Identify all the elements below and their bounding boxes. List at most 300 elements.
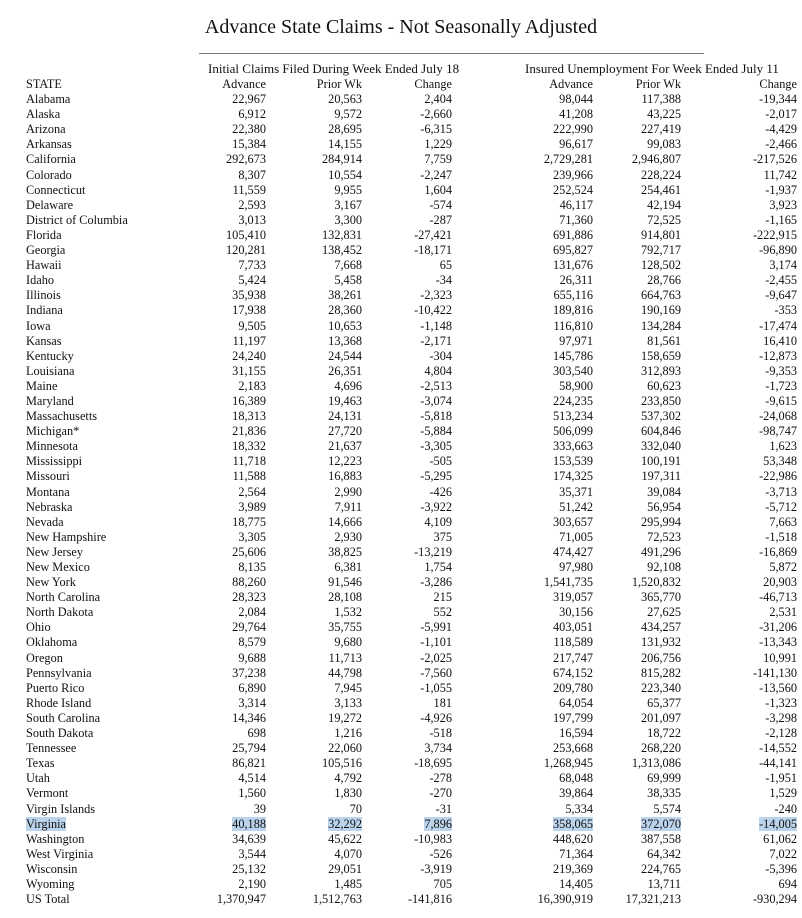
value-cell: 303,540 — [553, 363, 593, 378]
value-cell: -217,526 — [752, 152, 797, 167]
table-row — [26, 198, 797, 213]
value-cell: 131,676 — [553, 258, 593, 273]
value-cell: -287 — [429, 212, 452, 227]
value-cell: 7,945 — [334, 680, 362, 695]
value-cell: 5,872 — [769, 560, 797, 574]
value-cell: -1,148 — [420, 318, 452, 333]
value-cell: 100,191 — [641, 454, 681, 469]
value-cell: 206,756 — [641, 650, 681, 665]
value-cell: -1,101 — [420, 635, 452, 650]
table-row — [26, 802, 797, 817]
value-cell — [176, 817, 266, 832]
value-cell: 28,323 — [232, 590, 266, 605]
value-cell: 38,335 — [647, 786, 681, 801]
table-row — [26, 635, 797, 650]
value-cell: 37,238 — [232, 665, 266, 680]
value-cell: 28,108 — [328, 590, 362, 605]
value-cell: 20,563 — [328, 92, 362, 107]
value-cell: 448,620 — [553, 831, 593, 846]
state-cell: Mississippi — [26, 454, 83, 469]
value-cell: 2,531 — [769, 605, 797, 620]
value-cell: 365,770 — [641, 590, 681, 605]
value-cell: 24,240 — [232, 348, 266, 363]
state-cell: Arkansas — [26, 137, 72, 152]
value-cell: 38,261 — [328, 288, 362, 303]
value-cell: -5,396 — [765, 861, 797, 876]
table-row — [26, 666, 797, 681]
value-cell: 18,775 — [232, 514, 266, 529]
table-row — [26, 409, 797, 424]
value-cell: 31,155 — [232, 363, 266, 378]
table-row — [26, 168, 797, 183]
state-cell: Pennsylvania — [26, 665, 92, 680]
value-cell: 14,155 — [328, 137, 362, 152]
table-row — [26, 349, 797, 364]
value-cell: 792,717 — [641, 243, 681, 258]
value-cell: 46,117 — [559, 197, 593, 212]
value-cell: 2,729,281 — [543, 152, 593, 167]
value-cell: 815,282 — [641, 665, 681, 680]
table-row — [26, 152, 797, 167]
value-cell: 97,971 — [559, 333, 593, 348]
value-cell: -31,206 — [759, 620, 797, 635]
value-cell: 14,346 — [232, 710, 266, 725]
value-cell: 474,427 — [553, 544, 593, 559]
state-cell: District of Columbia — [26, 212, 128, 227]
value-cell: -3,305 — [420, 439, 452, 454]
value-cell: 39 — [253, 801, 266, 816]
state-cell: South Dakota — [26, 726, 94, 741]
highlight-mark: 32,292 — [328, 816, 362, 831]
value-cell: 1,623 — [769, 439, 797, 454]
value-cell: -3,922 — [420, 499, 452, 514]
table-row — [26, 575, 797, 590]
state-cell: Kentucky — [26, 348, 74, 363]
value-cell: 17,321,213 — [625, 892, 681, 907]
value-cell: 24,131 — [328, 409, 362, 424]
value-cell: 99,083 — [647, 137, 681, 152]
value-cell: 71,360 — [559, 212, 593, 227]
state-cell: Texas — [26, 756, 55, 771]
state-cell: Idaho — [26, 273, 54, 288]
value-cell: 513,234 — [553, 409, 593, 424]
value-cell: 14,405 — [559, 876, 593, 891]
value-cell: 88,260 — [232, 575, 266, 590]
value-cell: 158,659 — [641, 348, 681, 363]
value-cell: 1,529 — [769, 786, 797, 801]
value-cell: 2,190 — [238, 876, 266, 891]
column-header: STATE — [26, 77, 62, 91]
value-cell: 4,804 — [424, 363, 452, 378]
state-cell: Florida — [26, 227, 62, 242]
value-cell: 491,296 — [641, 544, 681, 559]
table-row — [26, 183, 797, 198]
table-row — [26, 469, 797, 484]
value-cell: 11,713 — [328, 650, 362, 665]
value-cell: 58,900 — [559, 378, 593, 393]
value-cell: -426 — [429, 484, 452, 499]
table-row — [26, 817, 797, 832]
value-cell: -240 — [774, 801, 797, 816]
value-cell: 11,588 — [232, 469, 266, 484]
value-cell: -5,884 — [420, 424, 452, 439]
value-cell: 2,404 — [424, 92, 452, 107]
value-cell: 25,606 — [232, 544, 266, 559]
value-cell: 7,911 — [334, 499, 362, 514]
value-cell: 25,132 — [232, 861, 266, 876]
value-cell: -44,141 — [759, 756, 797, 771]
table-row — [26, 439, 797, 454]
value-cell — [452, 817, 593, 832]
value-cell: -18,171 — [414, 243, 452, 258]
value-cell: 268,220 — [641, 741, 681, 756]
value-cell: 215 — [433, 590, 452, 605]
value-cell: 12,223 — [328, 454, 362, 469]
value-cell: 98,044 — [559, 92, 593, 107]
value-cell: -1,165 — [765, 212, 797, 227]
value-cell: 51,242 — [559, 499, 593, 514]
value-cell: 233,850 — [641, 393, 681, 408]
state-cell: Wyoming — [26, 876, 75, 891]
value-cell: 5,574 — [653, 801, 681, 816]
value-cell: -13,343 — [759, 635, 797, 650]
table-row — [26, 213, 797, 228]
title-divider — [199, 53, 704, 54]
value-cell: 41,208 — [559, 107, 593, 122]
column-header: Advance — [549, 77, 593, 91]
state-cell: Vermont — [26, 786, 69, 801]
value-cell: -31 — [435, 801, 452, 816]
value-cell: 691,886 — [553, 227, 593, 242]
value-cell: -9,353 — [765, 363, 797, 378]
table-row — [26, 137, 797, 152]
value-cell: 1,216 — [334, 726, 362, 741]
column-header: Change — [414, 77, 452, 91]
table-row — [26, 364, 797, 379]
value-cell: 4,696 — [334, 378, 362, 393]
table-row — [26, 681, 797, 696]
value-cell: 181 — [433, 695, 452, 710]
value-cell: 537,302 — [641, 409, 681, 424]
value-cell: -14,552 — [759, 741, 797, 756]
value-cell: 118,589 — [553, 635, 593, 650]
value-cell: 96,617 — [559, 137, 593, 152]
value-cell: 1,229 — [424, 137, 452, 152]
value-cell: 222,990 — [553, 122, 593, 137]
state-cell: Utah — [26, 771, 50, 786]
value-cell: 26,351 — [328, 363, 362, 378]
value-cell: 332,040 — [641, 439, 681, 454]
state-cell: US Total — [26, 892, 70, 907]
value-cell: 4,792 — [334, 771, 362, 786]
value-cell: -46,713 — [759, 590, 797, 605]
value-cell: 11,197 — [232, 333, 266, 348]
value-cell: 3,013 — [238, 212, 266, 227]
value-cell: 189,816 — [553, 303, 593, 318]
value-cell: 9,680 — [334, 635, 362, 650]
value-cell: 8,579 — [238, 635, 266, 650]
value-cell: 120,281 — [226, 243, 266, 258]
value-cell: 1,512,763 — [312, 892, 362, 907]
table-row — [26, 877, 797, 892]
value-cell: 134,284 — [641, 318, 681, 333]
value-cell: 312,893 — [641, 363, 681, 378]
value-cell: 19,463 — [328, 393, 362, 408]
value-cell: 22,060 — [328, 741, 362, 756]
value-cell: 13,711 — [647, 876, 681, 891]
state-cell: Nebraska — [26, 499, 73, 514]
value-cell: -505 — [429, 454, 452, 469]
value-cell: 34,639 — [232, 831, 266, 846]
value-cell: 3,923 — [769, 197, 797, 212]
value-cell: 254,461 — [641, 182, 681, 197]
value-cell: -13,560 — [759, 680, 797, 695]
value-cell: 17,938 — [232, 303, 266, 318]
value-cell: 219,369 — [553, 861, 593, 876]
value-cell: -4,429 — [765, 122, 797, 137]
value-cell: 72,523 — [647, 529, 681, 544]
value-cell: 295,994 — [641, 514, 681, 529]
value-cell: 4,070 — [334, 846, 362, 861]
value-cell: 24,544 — [328, 348, 362, 363]
table-row — [26, 651, 797, 666]
value-cell: 131,932 — [641, 635, 681, 650]
value-cell: 70 — [349, 801, 362, 816]
table-row — [26, 756, 797, 771]
value-cell: 27,720 — [328, 424, 362, 439]
value-cell: 29,764 — [232, 620, 266, 635]
table-body — [26, 92, 797, 907]
table-row — [26, 424, 797, 439]
value-cell: 56,954 — [647, 499, 681, 514]
value-cell: 217,747 — [553, 650, 593, 665]
state-cell: Missouri — [26, 469, 70, 484]
value-cell: -2,455 — [765, 273, 797, 288]
state-cell: Washington — [26, 831, 85, 846]
value-cell: 674,152 — [553, 665, 593, 680]
value-cell: -5,818 — [420, 409, 452, 424]
table-row — [26, 590, 797, 605]
value-cell: 42,194 — [647, 197, 681, 212]
state-cell: New Jersey — [26, 544, 84, 559]
value-cell: 252,524 — [553, 182, 593, 197]
value-cell: -2,025 — [420, 650, 452, 665]
value-cell: 138,452 — [322, 243, 362, 258]
table-row — [26, 107, 797, 122]
value-cell: -18,695 — [414, 756, 452, 771]
table-row — [26, 545, 797, 560]
state-cell: Tennessee — [26, 741, 77, 756]
value-cell: -6,315 — [420, 122, 452, 137]
value-cell: -16,869 — [759, 544, 797, 559]
value-cell: 224,765 — [641, 861, 681, 876]
value-cell: 6,912 — [238, 107, 266, 122]
value-cell: 13,368 — [328, 333, 362, 348]
value-cell: 303,657 — [553, 514, 593, 529]
highlight-mark: Virginia — [26, 816, 67, 831]
value-cell: -1,323 — [765, 695, 797, 710]
value-cell: 21,836 — [232, 424, 266, 439]
value-cell: -3,286 — [420, 575, 452, 590]
table-row — [26, 92, 797, 107]
value-cell: 284,914 — [322, 152, 362, 167]
value-cell: -2,323 — [420, 288, 452, 303]
state-cell: Rhode Island — [26, 695, 92, 710]
value-cell: 4,514 — [238, 771, 266, 786]
value-cell: 69,999 — [647, 771, 681, 786]
state-cell: North Dakota — [26, 605, 94, 620]
value-cell: 65,377 — [647, 695, 681, 710]
value-cell: -34 — [435, 273, 452, 288]
value-cell: 3,305 — [238, 529, 266, 544]
value-cell: 2,930 — [334, 529, 362, 544]
value-cell: 227,419 — [641, 122, 681, 137]
value-cell: 1,520,832 — [631, 575, 681, 590]
value-cell — [266, 817, 362, 832]
value-cell: -9,647 — [765, 288, 797, 303]
value-cell: 655,116 — [553, 288, 593, 303]
state-cell: Georgia — [26, 243, 66, 258]
value-cell: -1,951 — [765, 771, 797, 786]
value-cell: 7,663 — [769, 514, 797, 529]
state-cell: Indiana — [26, 303, 63, 318]
value-cell: 11,718 — [232, 454, 266, 469]
value-cell: -526 — [429, 846, 452, 861]
value-cell: 9,572 — [334, 107, 362, 122]
table-row — [26, 620, 797, 635]
value-cell: 197,311 — [641, 469, 681, 484]
value-cell: 698 — [247, 726, 266, 741]
value-cell: 695,827 — [553, 243, 593, 258]
value-cell: 6,890 — [238, 680, 266, 695]
value-cell: -930,294 — [752, 892, 797, 907]
value-cell: 228,224 — [641, 167, 681, 182]
state-cell: Alabama — [26, 92, 71, 107]
value-cell: 8,307 — [238, 167, 266, 182]
value-cell: 223,340 — [641, 680, 681, 695]
value-cell: 190,169 — [641, 303, 681, 318]
value-cell: 5,458 — [334, 273, 362, 288]
table-row — [26, 892, 797, 907]
value-cell: 292,673 — [226, 152, 266, 167]
table-row — [26, 530, 797, 545]
table-row — [26, 258, 797, 273]
value-cell: 38,825 — [328, 544, 362, 559]
value-cell: 29,051 — [328, 861, 362, 876]
value-cell: 64,342 — [647, 846, 681, 861]
value-cell: -98,747 — [759, 424, 797, 439]
value-cell: 4,109 — [424, 514, 452, 529]
highlight-mark: -14,005 — [759, 816, 797, 831]
value-cell: 97,980 — [559, 560, 593, 574]
column-header: Change — [759, 77, 797, 91]
value-cell: 116,810 — [553, 318, 593, 333]
value-cell: 3,734 — [424, 741, 452, 756]
state-cell: South Carolina — [26, 710, 101, 725]
value-cell: -222,915 — [752, 227, 797, 242]
state-cell: North Carolina — [26, 590, 101, 605]
value-cell: 18,313 — [232, 409, 266, 424]
value-cell: 35,371 — [559, 484, 593, 499]
value-cell: 8,135 — [238, 560, 266, 574]
state-cell: Ohio — [26, 620, 51, 635]
value-cell: 209,780 — [553, 680, 593, 695]
column-header-row — [26, 77, 797, 92]
value-cell: 19,272 — [328, 710, 362, 725]
insured-unemployment-group-header: Insured Unemployment For Week Ended July 11 — [525, 61, 779, 76]
state-cell: Alaska — [26, 107, 61, 122]
value-cell: -5,295 — [420, 469, 452, 484]
value-cell: 25,794 — [232, 741, 266, 756]
value-cell: -5,712 — [765, 499, 797, 514]
value-cell: 72,525 — [647, 212, 681, 227]
value-cell: 16,883 — [328, 469, 362, 484]
value-cell: 22,967 — [232, 92, 266, 107]
table-row — [26, 273, 797, 288]
state-cell: New York — [26, 575, 76, 590]
state-cell: Oregon — [26, 650, 63, 665]
value-cell: 145,786 — [553, 348, 593, 363]
value-cell: 16,390,919 — [537, 892, 593, 907]
value-cell: 71,005 — [559, 529, 593, 544]
value-cell: 403,051 — [553, 620, 593, 635]
state-cell: Wisconsin — [26, 861, 78, 876]
table-row — [26, 847, 797, 862]
value-cell: 7,668 — [334, 258, 362, 273]
value-cell: 18,332 — [232, 439, 266, 454]
table-row — [26, 515, 797, 530]
value-cell: 387,558 — [641, 831, 681, 846]
state-cell: Maryland — [26, 393, 74, 408]
value-cell: 18,722 — [647, 726, 681, 741]
value-cell: 434,257 — [641, 620, 681, 635]
value-cell: 1,541,735 — [543, 575, 593, 590]
value-cell: 705 — [433, 876, 452, 891]
value-cell: 506,099 — [553, 424, 593, 439]
value-cell: 60,623 — [647, 378, 681, 393]
value-cell: 39,864 — [559, 786, 593, 801]
value-cell: 28,695 — [328, 122, 362, 137]
value-cell: 3,133 — [334, 695, 362, 710]
value-cell: -4,926 — [420, 710, 452, 725]
state-cell: Michigan* — [26, 424, 80, 439]
value-cell: -96,890 — [759, 243, 797, 258]
table-row — [26, 122, 797, 137]
state-cell: Montana — [26, 484, 70, 499]
value-cell: -27,421 — [414, 227, 452, 242]
value-cell: 1,532 — [334, 605, 362, 620]
state-cell — [26, 817, 176, 832]
table-row — [26, 454, 797, 469]
value-cell: -278 — [429, 771, 452, 786]
value-cell: -1,055 — [420, 680, 452, 695]
table-row — [26, 771, 797, 786]
value-cell: -3,074 — [420, 393, 452, 408]
value-cell: -1,937 — [765, 182, 797, 197]
value-cell: 35,755 — [328, 620, 362, 635]
value-cell: -2,513 — [420, 378, 452, 393]
table-row — [26, 485, 797, 500]
value-cell: 3,174 — [769, 258, 797, 273]
highlight-mark: 358,065 — [553, 816, 593, 831]
value-cell: -3,919 — [420, 861, 452, 876]
value-cell: -2,660 — [420, 107, 452, 122]
state-cell: Massachusetts — [26, 409, 98, 424]
table-row — [26, 862, 797, 877]
value-cell: 2,564 — [238, 484, 266, 499]
value-cell: 3,300 — [334, 212, 362, 227]
value-cell: 64,054 — [559, 695, 593, 710]
